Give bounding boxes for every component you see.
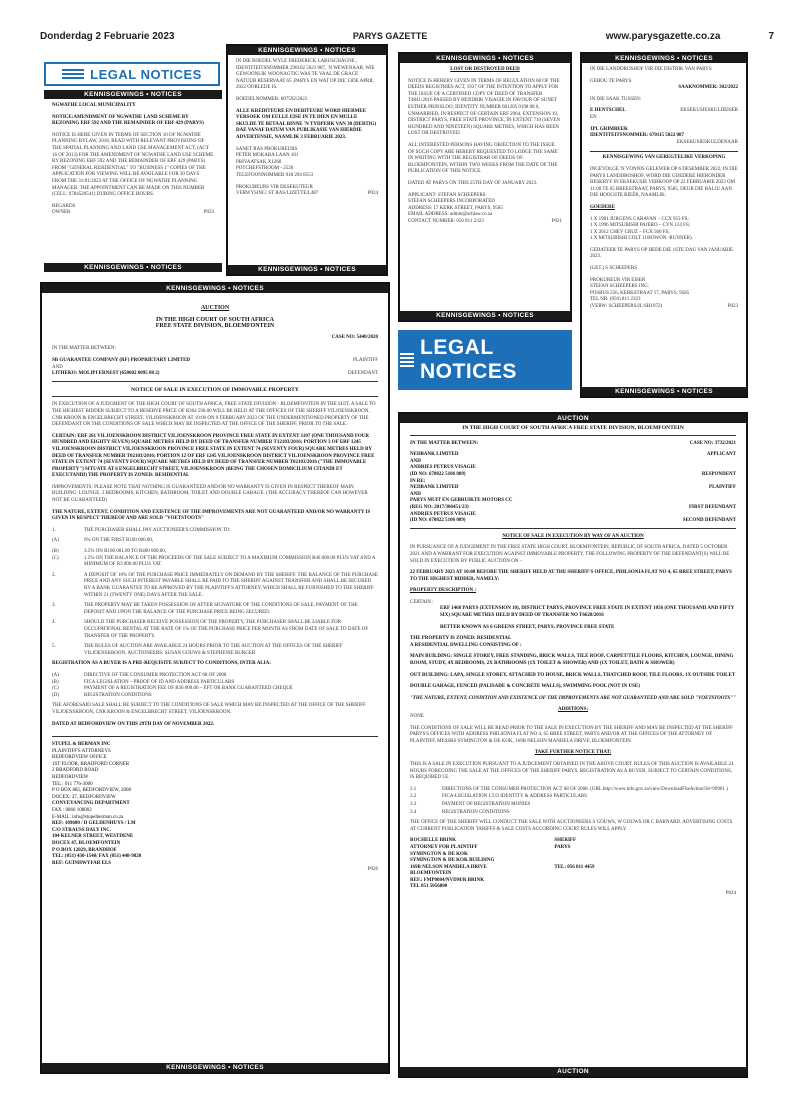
- lost-deed-contact: CONTACT NUMBER: 056 811 2323: [408, 218, 484, 224]
- auction-notice-left: KENNISGEWINGS • NOTICES AUCTION IN THE HIGH COURT OF SOUTH AFRICA FREE STATE DIVISION, BLOEMFONTEIN CASE NO: 5440/2020 IN THE MATTER BETWEEN: SB GUARANTEE COMPANY (RF) PROPRIETARY LIMITED PLAINTIFF AND LITHEKO: MOLIPI ERNEST (650602 6095 08 2) DEFENDANT NOTICE OF SALE IN EXECUTION OF IMMOVABLE PROPERTY IN EXECUTION OF A JUDGMENT OF THE HIGH COURT OF SOUTH AFRICA, FREE STATE DIVISION - BLOEMFONTEIN IN THE SUIT, A SALE TO THE HIGHEST BIDDER SUBJECT TO A RESERVE PRICE OF R364 590.00 WILL BE HELD AT THE OFFICES OF THE SHERIFF VILJOENSKROON, CNR KROON & ENGELBRECHT STREET, VILJOENSKROON AT 10:00 ON 9 FEBRUARY 2023 OF THE UNDERMENTIONED PROPERTY OF THE DEFENDANT ON THE CONDITIONS OF SALE WHICH MAY BE INSPECTED AT THE OFFICE OF THE SHERIFF, PRIOR TO THE SALE. CERTAIN: ERF 261 VILJOENSKROON DISTRICT VILJOENSKROON PROVINCE FREE STATE IN EXTENT 1107 (ONE THOUSAND FOUR HUNDRED AND EIGHTY SEVEN) SQUARE METRES HELD BY DEED OF TRANSFER NUMBER T12103/2016; PORTION 3 OF ERF 1245 VILJOENSKROON DISTRICT VILJOENSKROON PROVINCE FREE STATE IN EXTENT 74 (SEVENTY FOUR) SQUARE METRES HELD BY DEED OF TRANSFER NUMBER T02103/2016; PORTION 12 OF ERF 1245 VILJOENSKROON DISTRICT VILJOENSKROON PROVINCE FREE STATE IN EXTENT 74 (SEVENTY FOUR) SQUARE METRES HELD BY DEED OF TRANSFER NUMBER T02103/2016 ("THE IMMOVABLE PROPERTY") SITUATE AT 6 ENGELBRECHT STREET, VILJOENSKROON (BEING THE CHOSEN DOMICILIUM CITANDI ET EXECUTANDI) THE PROPERTY IS ZONED: RESIDENTIAL IMPROVEMENTS: PLEASE NOTE THAT NOTHING IS GUARANTEED AND/OR NO WARRANTY IS GIVEN IN RESPECT THEREOF MAIN BUILDING: LOUNGE, 2 BEDROOMS, KITCHEN, BATHROOM, TOILET AND DOUBLE GARAGE. (THE ACCURACY THEREOF CAN HOWEVER NOT BE GUARANTEED) THE NATURE, EXTENT, CONDITION AND EXISTENCE OF THE IMPROVEMENTS ARE NOT GUARANTEED AND/OR NO WARRANTY IS GIVEN IN RESPECT THEREOF AND ARE SOLD "VOETSTOOTS" 1. THE PURCHASER SHALL PAY AUCTIONEER'S COMMISSION TO: (A) 6% ON THE FIRST R100 000.00, (B) 3.5% ON R100 001.00 TO R400 000.00, (C) 1.5% ON THE BALANCE OF THE PROCEEDS OF THE SALE SUBJECT TO A MAXIMUM COMMISSION R40 000.00 PLUS VAT AND A MINIMUM OF R3 000.00 PLUS VAT 2. A DEPOSIT OF 10% OF THE PURCHASE PRICE IMMEDIATELY ON DEMAND BY THE SHERIFF. THE BALANCE OF THE PURCHASE PRICE AND ANY SUCH INTEREST PAYABLE SHALL BE PAID TO THE SHERIFF AGAINST TRANSFER AND SHALL BE SECURED BY A BANK GUARANTEE TO BE APPROVED BY THE PLAINTIFF'S ATTORNEY, WHICH SHALL BE FURNISHED TO THE SHERIFF WITHIN 21 (TWENTY ONE) DAYS AFTER THE SALE. 3. THE PROPERTY MAY BE TAKEN POSSESSION OF AFTER SIGNATURE OF THE CONDITIONS OF SALE, PAYMENT OF THE DEPOSIT AND UPON THE BALANCE OF THE PURCHASE PRICE BEING SECURED. 4. SHOULD THE PURCHASER RECEIVE POSSESSION OF THE PROPERTY, THE PURCHASER SHALL BE LIABLE FOR OCCUPATIONAL RENTAL AT THE RATE OF 1% OF THE PURCHASE PRICE PER MONTH AS FROM DATE OF SALE TO DATE OF TRANSFER OF THE PROPERTY. 5. THE RULES OF AUCTION ARE AVAILABLE 24 HOURS PRIOR TO THE AUCTION AT THE OFFICES OF THE SHERIFF VILJOENSKROON. AUCTIONEERS: SUSAN GOUWS & STEPHENIE BURGER REGISTRATION AS A BUYER IS A PRE-REQUISITE SUBJECT TO CONDITIONS, INTER ALIA: (A) DIRECTIVE OF THE CONSUMER PROTECTION ACT 68 OF 2008 (B) FICA LEGISLATION – PROOF OF ID AND ADDRESS PARTICULARS (C) PAYMENT OF A REGISTRATION FEE OF R30 000.00 – EFT OR BANK GUARANTEED CHEQUE (D) REGISTRATION CONDITIONS THE AFORESAID SALE SHALL BE SUBJECT TO THE CONDITIONS OF SALE WHICH MAY BE INSPECTED AT THE OFFICE OF THE SHERIFF VILJOENSKROON, CNR KROON & ENGELBRECHT STREET, VILJOENSKROON. DATED AT BEDFORDVIEW ON THIS 29TH DAY OF NOVEMBER 2022. STUPEL & BERMAN INC PLAINTIFF'S ATTORNEYS BEDFORDVIEW OFFICE 1ST FLOOR, BRADFORD CORNER 2 BRADFORD ROAD BEDFORDVIEW TEL : 011 776-3000 P O BOX 885, BEDFORDVIEW, 2008 DOCEX: 27, BEDFORDVIEW CONVEYANCING DEPARTMENT FAX : 0866 108002 E-MAIL: info@stupelberman.co.za REF: 109680 / D GELDENHUYS / LM C/O STRAUSS DALY INC. 104 KELNER STREET, WESTDENE DOCEX 47, BLOEMFONTEIN P O BOX 12029, BRANDHOF TEL: (051) 430-1540/ FAX (051) 448-9820 REF: GUINHWYFAR ELS P026 KENNISGEWINGS • NOTICES: [40, 282, 390, 1074]
- estate-intro: IN DIE BOEDEL WYLE FREDERICK LABUSCHAGNE , IDENTITEITSNOMMER 290102 5021 087, 'N WEWENAAR, WIE GEWOONLIK WOONAGTIG WAS TE VAAL DE GRACE NATUUR RESERVAAT 65 ,PARYS EN WAT OP DIE 13DE APRIL 2022 OORLEDE IS.: [236, 59, 375, 91]
- court-name: IN DIE LANDDROSHOF VIR DIE DISTRIK VAN PARYS: [590, 67, 712, 72]
- attorney-line: BLOEMFONTEIN: [410, 871, 452, 877]
- estate-addr3: POTCHEFSTROOM - 2520: [236, 166, 294, 172]
- page-number: 7: [768, 30, 774, 42]
- magistrate-court-notice: [580, 52, 748, 398]
- attorney-line: DOCEX 47, BLOEMFONTEIN: [52, 841, 121, 846]
- plaintiff-role: PLAINTIFF: [352, 357, 378, 363]
- auction-notice-right: AUCTION IN THE HIGH COURT OF SOUTH AFRICA FREE STATE DIVISION, BLOEMFONTEIN IN THE MATTER BETWEEN: CASE NO: 3732/2021 NEDBANK LIMITED APPLICANT AND ANDRIES PETRUS VISAGIE (ID NO: 670822 5106 089) RESPONDENT IN RE: NEDBANK LIMITED PLAINTIFF AND PARYS MUIT EN GEBRUIKTE MOTORS CC (REG NO: 2017/306451/23) FIRST DEFENDANT ANDRIES PETRUS VISAGIE (ID NO: 670822 5106 089) SECOND DEFENDANT NOTICE OF SALE IN EXECUTION BY WAY OF AN AUCTION IN PURSUANCE OF A JUDGEMENT IN THE FREE STATE HIGH COURT, BLOEMFONTEIN, REPUBLIC OF SOUTH AFRICA, DATED 5 OCTOBER 2021 AND A WARRANT FOR EXECUTION AGAINST IMMOVABLE PROPERTY, THE FOLLOWING PROPERTY OF THE DEFENDANT(S) WILL BE SOLD IN EXECUTION BY PUBLIC AUCTION ON – 22 FEBRUARY 2023 AT 10:00 BEFORE THE SHERIFF HELD AT THE SHERIFF'S OFFICE, PHILSONIA FLAT NO 4, 65 BREE STREET, PARYS TO THE HIGHEST BIDDER, NAMELY: PROPERTY DESCRIPTION : CERTAIN : ERF 1468 PARYS (EXTENSION 10), DISTRICT PARYS, PROVINCE FREE STATE IN EXTENT 1056 (ONE THOUSAND AND FIFTY SIX) SQUARE METRES HELD BY DEED OF TRANSFER NO T6628/2016 BETTER KNOWN AS 6 GREENS STREET, PARYS, PROVINCE FREE STATE THE PROPERTY IS ZONED: RESIDENTIAL A RESIDENTIAL DWELLING CONSISTING OF : MAIN BUILDING: SINGLE STOREY, FREE STANDING, BRICK WALLS, TILE ROOF, CARPET/TILE FLOORS, KITCHEN, LOUNGE, DINING ROOM, STUDY, 4X BEDROOMS, 2X BATHROOMS (1X TOILET & SHOWER) AND (1X TOILET, BATH & SHOWER) OUT BUILDING: LAPA, SINGLE STOREY, ATTACHED TO HOUSE, BRICK WALLS, THATCHED ROOF, TILE FLOORS, 1X OUTSIDE TOILET DOUBLE GARAGE, FENCED (PALISADE & CONCRETE WALLS), SWIMMING POOL (NOT IN USE) "THE NATURE, EXTENT, CONDITION AND EXISTENCE OF THE IMPROVEMENTS ARE NOT GUARANTEED AND ARE SOLD "VOETSTOOTS"" ADDITIONS: NONE THE CONDITIONS OF SALE WILL BE READ PRIOR TO THE SALE IN EXECUTION BY THE SHERIFF AND MAY BE INSPECTED AT THE SHERIFF PARYS'S OFFICES WITH ADDRESS PHILSONIA FLAT NO 4, 65 BREE STREET, PARYS AND/OR AT THE OFFICES OF THE ATTORNEY OF PLAINTIFF, MESSRS SYMINGTON & DE KOK, 169B NELSON MANDELA DRIVE, BLOEMFONTEIN. TAKE FURTHER NOTICE THAT: THIS IS A SALE IN EXECUTION PURSUANT TO A JUDGEMENT OBTAINED IN THE ABOVE COURT. RULES OF THIS AUCTION IS AVAILABLE 24 HOURS FOREGOING THE SALE AT THE OFFICES OF THE SHERIFF PARYS. REGISTRATION AS A BUYER, SUBJECT TO CERTAIN CONDITIONS, IS REQUIRED I.E. 3.1 DIRECTIONS OF THE CONSUMER PROTECTION ACT 68 OF 2008. (URL http://www.info.gov.za/view/DownloadFileAction?id=99961 ) 3.2 FICA-LEGISLATION I.T.O IDENTITY & ADDRESS PARTICULARS 3.3 PAYMENT OF REGISTRATION MONIES 3.4 REGISTRATION CONDITIONS THE OFFICE OF THE SHERIFF WILL CONDUCT THE SALE WITH AUCTIONEERS S GOUWS, W GOUWS OR C BARNARD. ADVERTISING COSTS AT CURRENT PUBLICATION TARIFFS & SALE COSTS ACCORDING COURT RULES WILL APPLY. ROCHELLE BRINK ATTORNEY FOR PLAINTIFF SYMINGTON & DE KOK SYMINGTON & DE KOK BUILDING 169B NELSON MANDELA DRIVE BLOEMFONTEIN REF.: FMP0084/NVDM/R BRINK TEL 051 5056800 SHERIFF PARYS TEL: 056 811 4459 P024 AUCTION: [398, 412, 748, 1078]
- banner-lines-icon: [62, 69, 84, 79]
- sheriff-line: PARYS: [554, 844, 571, 850]
- additions-title: ADDITIONS:: [557, 707, 588, 713]
- banner-label: LEGAL NOTICES: [90, 66, 202, 82]
- registration-d: REGISTRATION CONDITIONS: [84, 692, 152, 698]
- attorney-line: DOCEX: 27, BEDFORDVIEW: [52, 794, 116, 800]
- notice-paragraph-1: IN EXECUTION OF A JUDGMENT OF THE HIGH COURT OF SOUTH AFRICA, FREE STATE DIVISION - BLOEMFONTEIN IN THE SUIT, A SALE TO THE HIGHEST BIDDER SUBJECT TO A RESERVE PRICE OF R364 590.00 WILL BE HELD AT THE OFFICES OF THE SHERIFF VILJOENSKROON, CNR KROON & ENGELBRECHT STREET, VILJOENSKROON AT 10:00 ON 9 FEBRUARY 2023 OF THE UNDERMENTIONED PROPERTY OF THE DEFENDANT ON THE CONDITIONS OF SALE WHICH MAY BE INSPECTED AT THE OFFICE OF THE SHERIFF, PRIOR TO THE SALE.: [52, 402, 376, 428]
- auction-title: AUCTION: [200, 305, 230, 311]
- commission-c: 1.5% ON THE BALANCE OF THE PROCEEDS OF THE SALE SUBJECT TO A MAXIMUM COMMISSION R40 000.00 PLUS VAT AND A MINIMUM OF R3 000.00 PLUS VAT: [84, 555, 376, 568]
- goods-item: 1 X 1996 MITSUBISHI PAJERO – CYN 124 FS;: [590, 223, 691, 229]
- court-name: IN THE HIGH COURT OF SOUTH AFRICA: [155, 316, 275, 323]
- lost-deed-firm: STEFAN SCHEEPERS INCORPORATED: [408, 199, 495, 205]
- attorney-line: P O BOX 885, BEDFORDVIEW, 2008: [52, 788, 131, 794]
- condition-3: THE PROPERTY MAY BE TAKEN POSSESSION OF AFTER SIGNATURE OF THE CONDITIONS OF SALE, PAYMENT OF THE DEPOSIT AND UPON THE BALANCE OF THE PURCHASE PRICE BEING SECURED.: [84, 603, 358, 615]
- commission-b: 3.5% ON R100 001.00 TO R400 000.00,: [84, 549, 167, 555]
- certain-label: CERTAIN :: [410, 599, 434, 605]
- court-name: IN THE HIGH COURT OF SOUTH AFRICA FREE STATE DIVISION, BLOEMFONTEIN: [410, 425, 736, 436]
- attorney-line: TEL : 011 776-3000: [52, 781, 93, 787]
- sheriff-line: [554, 852, 594, 859]
- party-row: (REG NO: 2017/306451/23) FIRST DEFENDANT: [410, 504, 736, 510]
- lost-deed-title: LOST OR DESTROYED DEED: [450, 67, 520, 72]
- party-row: PARYS MUIT EN GEBRUIKTE MOTORS CC: [410, 498, 513, 504]
- parties-list: [410, 452, 736, 529]
- better-known-as: BETTER KNOWN AS 6 GREENS STREET, PARYS, PROVINCE FREE STATE: [440, 624, 615, 630]
- estate-ref: VERWYSING: ST RAS/LIZETTE/L487: [236, 191, 319, 197]
- notice-code: P026: [367, 867, 378, 873]
- voetstoots-clause: "THE NATURE, EXTENT, CONDITION AND EXISTENCE OF THE IMPROVEMENTS ARE NOT GUARANTEED AND ARE SOLD "VOETSTOOTS"": [410, 695, 736, 701]
- attorney-line: REF: 109680 / D GELDENHUYS / LM: [52, 821, 136, 827]
- notice-regards: REGARDS: [52, 203, 76, 209]
- attorney-line: PLAINTIFF'S ATTORNEYS: [52, 748, 111, 754]
- notice-code: P024: [725, 891, 736, 897]
- lost-deed-applicant: APPLICANT: STEFAN SCHEEPERS: [408, 192, 486, 198]
- goods-item: 1 X MITSUBISHI COLT 11003WON -RUNNER).: [590, 236, 693, 242]
- section-bar-bottom: KENNISGEWINGS • NOTICES: [582, 387, 746, 396]
- goods-list: [590, 217, 738, 243]
- estate-body: ALLE KREDITEURE EN DEBITEURE WORD HIERMEE VERSOEK OM EULLE EISE IN TE DIEN EN MULLE SKULDE TE BETAAL BINNE 'N TYDPERK VAN 30 (DERTIG) DAE VANAF DATUM VAN PUBLIKASIE VAN HIERDIE ADVERTENSIE, NAAMLIK 3 FEBRUARIE 2023.: [236, 108, 377, 140]
- party-row: AND: [410, 491, 421, 497]
- firm-name: STEFAN SCHEEPERS ING.: [590, 284, 649, 290]
- dwelling-consisting: A RESIDENTIAL DWELLING CONSISTING OF :: [410, 642, 522, 648]
- legal-notices-banner: [44, 62, 220, 86]
- estate-exec: PROKUREURS VIR EKSEKUTEUR: [236, 184, 313, 190]
- section-bar-bottom: KENNISGEWINGS • NOTICES: [400, 311, 570, 320]
- party-row: (ID NO: 670822 5106 089) RESPONDENT: [410, 471, 736, 477]
- notice-owner: OWNER: [52, 210, 71, 216]
- signed-date: GEDATEER TE PARYS OP HEDE DIE 1STE DAG VAN JANUARIE 2023.: [590, 247, 734, 260]
- section-bar: KENNISGEWINGS • NOTICES: [582, 54, 746, 63]
- registration-title: REGISTRATION AS A BUYER IS A PRE-REQUISITE SUBJECT TO CONDITIONS, INTER ALIA:: [52, 661, 271, 667]
- conditions-paragraph: THE AFORESAID SALE SHALL BE SUBJECT TO THE CONDITIONS OF SALE WHICH MAY BE INSPECTED AT THE OFFICE OF THE SHERIFF VILJOENSKROON, CNR KROON & ENGELBRECHT STREET, VILJOENSKROON.: [52, 703, 366, 715]
- out-building: OUT BUILDING: LAPA, SINGLE STOREY, ATTACHED TO HOUSE, BRICK WALLS, THATCHED ROOF, TILE FLOORS, 1X OUTSIDE TOILET: [410, 672, 736, 678]
- estate-addr1: PETER MOKABA LAAN 101: [236, 153, 299, 159]
- condition-1: THE PURCHASER SHALL PAY AUCTIONEER'S COMMISSION TO:: [84, 527, 231, 533]
- notice-ref: P033: [203, 210, 214, 216]
- attorney-line: REF: GUINHWYFAR ELS: [52, 860, 112, 866]
- defendant-name: LITHEKO: MOLIPI ERNEST (650602 6095 08 2): [52, 371, 160, 377]
- lost-deed-email: EMAIL ADDRESS: admin@schlaw.co.za: [408, 212, 493, 218]
- property-description: CERTAIN: ERF 261 VILJOENSKROON DISTRICT VILJOENSKROON PROVINCE FREE STATE IN EXTENT 1107 (ONE THOUSAND FOUR HUNDRED AND EIGHTY SEVEN) SQUARE METRES HELD BY DEED OF TRANSFER NUMBER T12103/2016; PORTION 3 OF ERF 1245 VILJOENSKROON DISTRICT VILJOENSKROON PROVINCE FREE STATE IN EXTENT 74 (SEVENTY FOUR) SQUARE METRES HELD BY DEED OF TRANSFER NUMBER T02103/2016; PORTION 12 OF ERF 1245 VILJOENSKROON DISTRICT VILJOENSKROON PROVINCE FREE STATE IN EXTENT 74 (SEVENTY FOUR) SQUARE METRES HELD BY DEED OF TRANSFER NUMBER T02103/2016 ("THE IMMOVABLE PROPERTY") SITUATE AT 6 ENGELBRECHT STREET, VILJOENSKROON (BEING THE CHOSEN DOMICILIUM CITANDI ET EXECUTANDI) THE PROPERTY IS ZONED: RESIDENTIAL: [52, 433, 375, 479]
- notice-heading: NGWATHE LOCAL MUNICIPALITY: [52, 103, 136, 108]
- requirement-3: PAYMENT OF REGISTRATION MONIES: [442, 801, 531, 807]
- lost-deed-body2: ALL INTERESTED PERSONS HAVING OBJECTION TO THE ISSUE OF SUCH COPY ARE HEREBY REQUESTED TO LODGE THE SAME IN WRITING WITH THE REGISTRAR OF DEEDS OF BLOEMFONTEIN, WITHIN TWO WEEKS FROM THE DATE OF THE PUBLICATION OF THIS NOTICE.: [408, 142, 558, 175]
- attorney-line: STUPEL & BERMAN INC: [52, 742, 111, 748]
- case-number: CASE NO: 5440/2020: [331, 334, 378, 340]
- auctioneers-paragraph: THE OFFICE OF THE SHERIFF WILL CONDUCT THE SALE WITH AUCTIONEERS S GOUWS, W GOUWS OR C BARNARD. ADVERTISING COSTS AT CURRENT PUBLICATION TARIFFS & SALE COSTS ACCORDING COURT RULES WILL APPLY.: [410, 820, 733, 832]
- registration-c: PAYMENT OF A REGISTRATION FEE OF R30 000.00 – EFT OR BANK GUARANTEED CHEQUE: [84, 686, 293, 692]
- matter-between: IN THE MATTER BETWEEN:: [410, 440, 479, 446]
- estate-code: P024: [367, 191, 378, 197]
- notice-title: NOTICE OF SALE IN EXECUTION OF IMMOVABLE PROPERTY: [52, 387, 378, 398]
- attorney-line: BEDFORDVIEW OFFICE: [52, 755, 107, 761]
- attorney-line: E-MAIL: info@stupelberman.co.za: [52, 814, 124, 820]
- defendant-role: DEFENDANT: [348, 371, 378, 377]
- party-row: (ID NO: 670822 5106 089) SECOND DEFENDANT: [410, 518, 736, 524]
- party-row: AND: [410, 458, 421, 464]
- firm-tel: TEL NR: (056) 811 2323: [590, 297, 641, 303]
- notice-paragraph-1: IN PURSUANCE OF A JUDGEMENT IN THE FREE STATE HIGH COURT, BLOEMFONTEIN, REPUBLIC OF SOUTH AFRICA, DATED 5 OCTOBER 2021 AND A WARRANT FOR EXECUTION AGAINST IMMOVABLE PROPERTY, THE FOLLOWING PROPERTY OF THE DEFENDANT(S) WILL BE SOLD IN EXECUTION BY PUBLIC AUCTION ON –: [410, 545, 730, 564]
- notice-body: NOTICE IS HERE GIVEN IN TERMS OF SECTION 10 OF NGWATHE PLANNING BYLAW, 2018, READ WITH RELEVANT PROVISIONS OF THE SPATIAL PLANNING AND LAND USE MANAGEMENT ACT, (ACT 16 OF 2013) FOR THE AMENDMENT OF NGWATHE LAND USE SCHEME BY REZONING ERF 592 AND THE REMAINDER OF ERF 429 (PARYS) FROM "GENERAL RESIDENTIAL" TO "BUSINESS 1" COPIES OF THE APPLICATION FOR VIEWING WILL BE AVAILABLE FOR 30 DAYS FROM THE 31/01/2023 AT THE OFFICE OF NGWATHE PLANNING MANAGER. THE APPOINTMENT CAN BE MADE ON THIS NUMBER (CELL: 0784520541) DURING OFFICE HOURS.: [52, 132, 214, 198]
- attorney-line: 169B NELSON MANDELA DRIVE: [410, 864, 487, 870]
- attorney-line: CONVEYANCING DEPARTMENT: [52, 801, 130, 807]
- party-row: IN RE:: [410, 478, 426, 484]
- voetstoots-clause: THE NATURE, EXTENT, CONDITION AND EXISTENCE OF THE IMPROVEMENTS ARE NOT GUARANTEED AND/OR NO WARRANTY IS GIVEN IN RESPECT THEREOF AND ARE SOLD "VOETSTOOTS": [52, 509, 371, 522]
- additions-value: NONE: [410, 714, 424, 719]
- attorney-line: ROCHELLE BRINK: [410, 838, 456, 844]
- attorney-line: BEDFORDVIEW: [52, 775, 89, 781]
- party-2-role: EKSEKUSIESKULDENAAR: [676, 139, 738, 145]
- attorney-line: FAX : 0866 108002: [52, 808, 92, 814]
- case-between: IN DIE SAAK TUSSEN:: [590, 96, 642, 102]
- attorney-line: P O BOX 12029, BRANDHOF: [52, 847, 117, 853]
- estate-firm: SANET RAS PROKUREURS: [236, 146, 298, 152]
- attorney-block: [410, 838, 494, 891]
- property-description-title: PROPERTY DESCRIPTION :: [410, 588, 477, 594]
- dated-line: DATED AT BEDFORDVIEW ON THIS 29TH DAY OF NOVEMBER 2022.: [52, 722, 378, 738]
- sheriff-line: TEL: 056 811 4459: [554, 864, 595, 870]
- section-bar: KENNISGEWINGS • NOTICES: [44, 90, 222, 99]
- attorney-line: 1ST FLOOR, BRADFORD CORNER: [52, 761, 130, 767]
- lost-deed-address: ADDRESS: 17 KERK STREET, PARYS, 9585: [408, 205, 503, 211]
- party-row: ANDRIES PETRUS VISAGIE: [410, 465, 476, 471]
- lost-deed-code: P021: [551, 218, 562, 224]
- attorney-block: [52, 742, 378, 867]
- attorney-line: SYMINGTON & DE KOK: [410, 851, 468, 857]
- estate-notice: [226, 44, 388, 276]
- goods-item: 1 X 1981 JURGENS CARAVAN – CCX 953 FS;: [590, 216, 689, 222]
- section-bar-bottom: KENNISGEWINGS • NOTICES: [228, 265, 386, 274]
- party-2-id: IDENTITEITSNOMMER: 670115 5022 087: [590, 133, 685, 139]
- sheriff-line: [554, 858, 594, 865]
- matter-between: IN THE MATTER BETWEEN:: [52, 346, 116, 352]
- firm-role: PROKUREUR VIR EISER: [590, 277, 646, 283]
- registration-b: FICA LEGISLATION – PROOF OF ID AND ADDRESS PARTICULARS: [84, 679, 235, 685]
- section-bar: AUCTION: [400, 414, 746, 423]
- attorney-line: TEL 051 5056800: [410, 884, 448, 890]
- section-bar-bottom: KENNISGEWINGS • NOTICES: [44, 263, 222, 272]
- court-division: FREE STATE DIVISION, BLOEMFONTEIN: [155, 323, 275, 330]
- section-bar-bottom: AUCTION: [400, 1067, 746, 1076]
- signature-block: [410, 838, 736, 891]
- sale-body: INGEVOLGE 'N VONNIS GELEWER OP 6 DESEMBER 2022, IN DIE PARYS LANDDROSHOF, WORD DIE GOEDERE HIERONDER BESKRYF IN EKSEKUSIE VERKOOP OP 22 FEBRUARIE 2023 OM 11:00 TE 65 BREESTRAAT, PARYS, 9585, DEUR DIE BALJU AAN DIE HOOGSTE BIEËR, NAAMLIK:: [590, 166, 738, 199]
- conditions-paragraph: THE CONDITIONS OF SALE WILL BE READ PRIOR TO THE SALE IN EXECUTION BY THE SHERIFF AND MAY BE INSPECTED AT THE SHERIFF PARYS'S OFFICES WITH ADDRESS PHILSONIA FLAT NO 4, 65 BREE STREET, PARYS AND/OR AT THE OFFICES OF THE ATTORNEY OF PLAINTIFF, MESSRS SYMINGTON & DE KOK, 169B NELSON MANDELA DRIVE, BLOEMFONTEIN.: [410, 725, 733, 744]
- sheriff-block: [554, 838, 594, 891]
- condition-5: THE RULES OF AUCTION ARE AVAILABLE 24 HOURS PRIOR TO THE AUCTION AT THE OFFICES OF THE SHERIFF VILJOENSKROON. AUCTIONEERS: SUSAN GOUWS & STEPHENIE BURGER: [84, 644, 343, 656]
- sale-date: 22 FEBRUARY 2023 AT 10:00 BEFORE THE SHERIFF HELD AT THE SHERIFF'S OFFICE, PHILSONIA FLAT NO 4, 65 BREE STREET, PARYS TO THE HIGHEST BIDDER, NAMELY:: [410, 570, 732, 582]
- section-bar-bottom: KENNISGEWINGS • NOTICES: [42, 1063, 388, 1072]
- section-bar: KENNISGEWINGS • NOTICES: [400, 54, 570, 63]
- estate-number: BOEDELNOMMER: 007592/2022: [236, 96, 308, 102]
- firm-ref: (VERW: SCHEEPERS/JL/SH1072): [590, 304, 663, 310]
- attorney-line: C/O STRAUSS DALY INC.: [52, 827, 112, 833]
- lost-deed-dated: DATED AT PARYS ON THIS 25TH DAY OF JANUARY 2023.: [408, 180, 538, 186]
- take-notice-title: TAKE FURTHER NOTICE THAT:: [534, 750, 612, 756]
- plaintiff-name: SB GUARANTEE COMPANY (RF) PROPRIETARY LIMITED: [52, 357, 191, 363]
- requirement-4: REGISTRATION CONDITIONS: [442, 809, 510, 815]
- main-building: MAIN BUILDING: SINGLE STOREY, FREE STANDING, BRICK WALLS, TILE ROOF, CARPET/TILE FLOORS, KITCHEN, LOUNGE, DINING ROOM, STUDY, 4X BEDROOMS, 2X BATHROOMS (1X TOILET & SHOWER) AND (1X TOILET, BATH & SHOWER): [410, 654, 734, 667]
- lost-deed-body: NOTICE IS HEREBY GIVEN IN TERMS OF REGULATION 68 OF THE DEEDS REGISTRIES ACT, 1937 OF THE INTENTION TO APPLY FOR THE ISSUE OF A CERTIFIED COPY OF DEED OF TRANSFER T4841/2016 PASSED BY HENDRIK VISAGIE IN FAVOUR OF SUNET ESTHER PRINSLOO, IDENTITY NUMBER 601205 0198 08 0, UNMARRIED, IN RESPECT OF CERTAIN ERF 2964, EXTENSION 19, DISTRICT PARYS, FREE STATE PROVINCE, IN EXTENT 710 (SEVEN HUNDRED AND NINETEEN) SQUARE METRES, WHICH HAS BEEN LOST OR DESTROYED.: [408, 78, 561, 137]
- party-2: JPL GRIMBEEK: [590, 126, 628, 132]
- attorney-line: 2 BRADFORD ROAD: [52, 768, 99, 774]
- banner-lines-icon: [400, 353, 414, 367]
- court-held: GEHOU TE PARYS: [590, 78, 632, 84]
- notice-code: P023: [727, 304, 738, 310]
- website-link[interactable]: www.parysgazette.co.za: [605, 30, 721, 42]
- improvements: IMPROVEMENTS: PLEASE NOTE THAT NOTHING IS GUARANTEED AND/OR NO WARRANTY IS GIVEN IN RESPECT THEREOF MAIN BUILDING: LOUNGE, 2 BEDROOMS, KITCHEN, BATHROOM, TOILET AND DOUBLE GARAGE. (THE ACCURACY THEREOF CAN HOWEVER NOT BE GUARANTEED): [52, 484, 368, 504]
- page-header: [40, 28, 774, 44]
- goods-title: GOEDERE: [590, 204, 616, 210]
- garage-pool: DOUBLE GARAGE, FENCED (PALISADE & CONCRETE WALLS), SWIMMING POOL (NOT IN USE): [410, 684, 640, 690]
- legal-notices-banner-blue: [398, 330, 572, 390]
- section-bar: KENNISGEWINGS • NOTICES: [228, 46, 386, 55]
- erf-description: ERF 1468 PARYS (EXTENSION 10), DISTRICT PARYS, PROVINCE FREE STATE IN EXTENT 1056 (ONE THOUSAND AND FIFTY SIX) SQUARE METRES HELD BY DEED OF TRANSFER NO T6628/2016: [440, 606, 735, 619]
- attorney-line: ATTORNEY FOR PLAINTIFF: [410, 844, 478, 850]
- case-number: CASE NO: 3732/2021: [689, 440, 736, 446]
- issue-date: Donderdag 2 Februarie 2023: [40, 30, 175, 42]
- goods-item: 1 X 2012 CHEV CRUZ – FCX 560 FS;: [590, 229, 670, 235]
- requirement-1: DIRECTIONS OF THE CONSUMER PROTECTION ACT 68 OF 2008. (URL http://www.info.gov.za/view/DownloadFileAction?id=99961 ): [442, 786, 728, 792]
- ngwathe-notice: [44, 90, 222, 272]
- lost-deed-notice: [398, 52, 572, 322]
- party-row: ANDRIES PETRUS VISAGIE: [410, 511, 476, 517]
- zoning: THE PROPERTY IS ZONED: RESIDENTIAL: [410, 636, 512, 642]
- case-number: SAAKNOMMER: 302/2022: [678, 85, 738, 91]
- newspaper-name: PARYS GAZETTE: [352, 31, 428, 41]
- firm-address: POSBUS 256, KERKSTRAAT 17, PARYS, 9585: [590, 290, 690, 296]
- estate-addr2: PRIVAATSAK X1268: [236, 159, 282, 165]
- condition-4: SHOULD THE PURCHASER RECEIVE POSSESSION OF THE PROPERTY, THE PURCHASER SHALL BE LIABLE FOR OCCUPATIONAL RENTAL AT THE RATE OF 1% OF THE PURCHASE PRICE PER MONTH AS FROM DATE OF SALE TO DATE OF TRANSFER OF THE PROPERTY.: [84, 620, 369, 639]
- condition-2: A DEPOSIT OF 10% OF THE PURCHASE PRICE IMMEDIATELY ON DEMAND BY THE SHERIFF. THE BALANCE OF THE PURCHASE PRICE AND ANY SUCH INTEREST PAYABLE SHALL BE PAID TO THE SHERIFF AGAINST TRANSFER AND SHALL BE SECURED BY A BANK GUARANTEE TO BE APPROVED BY THE PLAINTIFF'S ATTORNEY, WHICH SHALL BE FURNISHED TO THE SHERIFF WITHIN 21 (TWENTY ONE) DAYS AFTER THE SALE.: [84, 572, 378, 598]
- party-and: AND: [52, 364, 63, 370]
- section-bar: KENNISGEWINGS • NOTICES: [42, 284, 388, 293]
- notice-subheading: NOTICE:AMENDMENT OF NGWATHE LAND SCHEME BY REZONING ERF 592 AND THE REMAINDER OF ERF 429 (PARYS): [52, 114, 204, 127]
- notice-title: NOTICE OF SALE IN EXECUTION BY WAY OF AN AUCTION: [502, 533, 644, 539]
- banner-label: LEGAL NOTICES: [420, 336, 517, 383]
- party-row: NEDBANK LIMITED APPLICANT: [410, 452, 736, 458]
- party-1: E HENTSCHEL: [590, 108, 626, 114]
- attorney-line: 104 KELNER STREET, WESTDENE: [52, 834, 134, 840]
- sheriff-line: SHERIFF: [554, 838, 577, 844]
- party-row: NEDBANK LIMITED PLAINTIFF: [410, 485, 736, 491]
- registration-a: DIRECTIVE OF THE CONSUMER PROTECTION ACT 68 OF 2008: [84, 672, 227, 678]
- signature: (GET.) S SCHEEPERS: [590, 266, 637, 272]
- requirement-2: FICA-LEGISLATION I.T.O IDENTITY & ADDRESS PARTICULARS: [442, 794, 587, 800]
- attorney-line: TEL: (051) 430-1540/ FAX (051) 448-9820: [52, 854, 142, 860]
- party-1-role: EKSEKUSIESKULDEISER: [680, 108, 738, 114]
- attorney-line: REF.: FMP0084/NVDM/R BRINK: [410, 877, 485, 883]
- commission-a: 6% ON THE FIRST R100 000.00,: [84, 538, 154, 544]
- party-and: EN: [590, 114, 597, 120]
- estate-tel: TELEFOONNOMMER 018 294 8553: [236, 172, 314, 178]
- sale-title: KENNISGEWING VAN GEREGTELIKE VERKOPING: [590, 151, 738, 162]
- attorney-line: SYMINGTON & DE KOK BUILDING: [410, 858, 495, 864]
- sale-rules-paragraph: THIS IS A SALE IN EXECUTION PURSUANT TO A JUDGEMENT OBTAINED IN THE ABOVE COURT. RULES OF THIS AUCTION IS AVAILABLE 24 HOURS FOREGOING THE SALE AT THE OFFICES OF THE SHERIFF PARYS. REGISTRATION AS A BUYER, SUBJECT TO CERTAIN CONDITIONS, IS REQUIRED I.E.: [410, 761, 734, 781]
